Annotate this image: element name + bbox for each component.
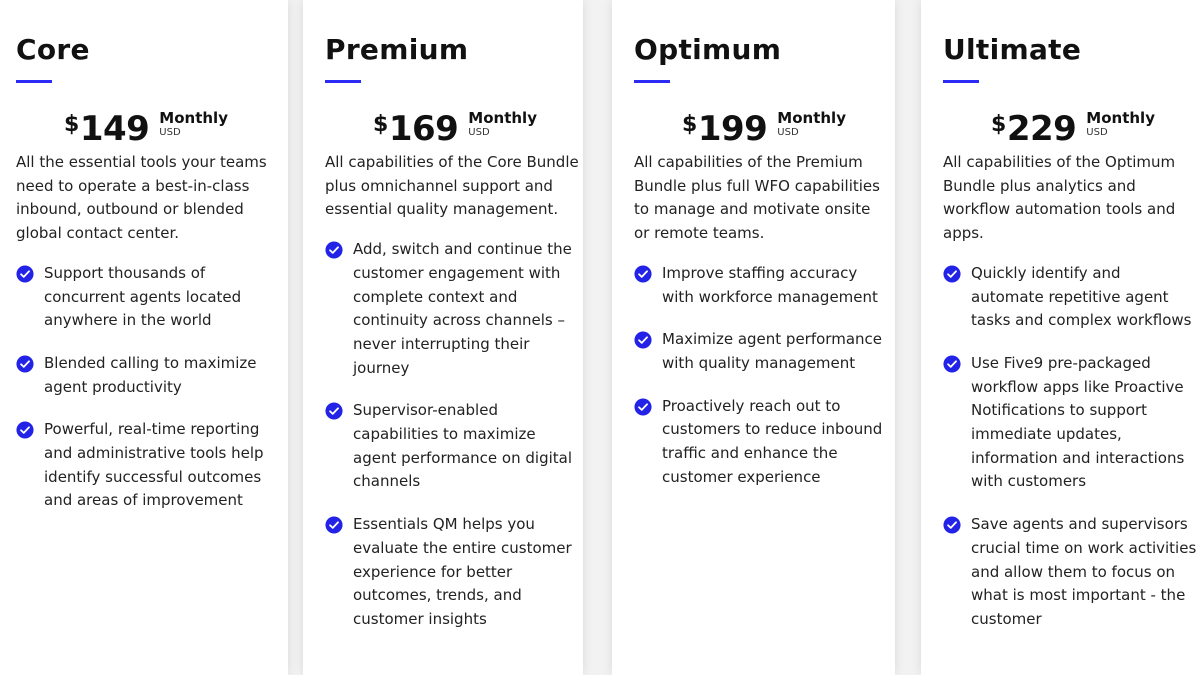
price-value: 199 xyxy=(697,109,768,149)
billing-info xyxy=(159,105,228,139)
plan-description: All the essential tools your teams need to operate a best-in-class inbound, outbound or blended global contact center. xyxy=(16,153,267,243)
feature-text: Proactively reach out to customers to reduce inbound traffic and enhance the customer experience xyxy=(662,396,883,486)
price-row xyxy=(943,105,1200,149)
plan-name: Premium xyxy=(325,33,469,66)
billing-period: Monthly xyxy=(468,109,537,127)
price-amount xyxy=(64,105,149,149)
billing-currency: USD xyxy=(468,127,490,138)
billing-period: Monthly xyxy=(777,109,846,127)
plan-accent-bar xyxy=(943,80,979,83)
plan-name: Ultimate xyxy=(943,33,1082,66)
feature-text: Blended calling to maximize agent productivity xyxy=(44,353,257,396)
plan-accent-bar xyxy=(325,80,361,83)
price-amount xyxy=(373,105,458,149)
feature-item xyxy=(634,262,895,309)
feature-text: Support thousands of concurrent agents located anywhere in the world xyxy=(44,263,242,330)
price-value: 169 xyxy=(388,109,459,149)
price-value: 149 xyxy=(79,109,150,149)
plan-description: All capabilities of the Optimum Bundle plus analytics and workflow automation tools and apps. xyxy=(943,153,1176,243)
feature-list xyxy=(943,262,1200,632)
feature-item xyxy=(325,513,583,632)
billing-info xyxy=(1086,105,1155,139)
plan-name: Core xyxy=(16,33,90,66)
plan-card-premium xyxy=(303,0,583,675)
plan-card-ultimate xyxy=(921,0,1200,675)
check-circle-icon xyxy=(943,265,961,283)
feature-text: Essentials QM helps you evaluate the entire customer experience for better outcomes, trends, and customer insights xyxy=(353,515,572,628)
check-circle-icon xyxy=(634,265,652,283)
currency-symbol: $ xyxy=(373,112,388,137)
feature-text: Supervisor-enabled capabilities to maximize agent performance on digital channels xyxy=(353,401,573,491)
feature-text: Quickly identify and automate repetitive agent tasks and complex workflows xyxy=(971,263,1192,330)
price-row xyxy=(634,105,894,149)
billing-info xyxy=(777,105,846,139)
feature-item xyxy=(943,352,1200,494)
price-amount xyxy=(682,105,767,149)
feature-list xyxy=(16,262,288,513)
plan-card-core xyxy=(0,0,288,675)
plan-description: All capabilities of the Premium Bundle plus full WFO capabilities to manage and motivate onsite or remote teams. xyxy=(634,153,880,243)
feature-text: Save agents and supervisors crucial time on work activities and allow them to focus on what is most important - the customer xyxy=(971,515,1197,628)
billing-currency: USD xyxy=(777,127,799,138)
billing-period: Monthly xyxy=(1086,109,1155,127)
price-amount xyxy=(991,105,1076,149)
feature-item xyxy=(16,418,288,513)
check-circle-icon xyxy=(634,398,652,416)
feature-item xyxy=(16,262,288,333)
feature-item xyxy=(943,262,1200,333)
plan-name: Optimum xyxy=(634,33,782,66)
feature-item xyxy=(943,513,1200,632)
currency-symbol: $ xyxy=(682,112,697,137)
feature-item xyxy=(634,328,895,375)
feature-text: Improve staffing accuracy with workforce management xyxy=(662,263,878,306)
feature-item xyxy=(325,238,583,380)
plan-card-optimum xyxy=(612,0,895,675)
check-circle-icon xyxy=(325,241,343,259)
check-circle-icon xyxy=(16,421,34,439)
feature-text: Powerful, real-time reporting and administrative tools help identify successful outcomes and areas of improvement xyxy=(44,420,264,510)
currency-symbol: $ xyxy=(991,112,1006,137)
check-circle-icon xyxy=(634,331,652,349)
feature-list xyxy=(634,262,895,490)
currency-symbol: $ xyxy=(64,112,79,137)
check-circle-icon xyxy=(16,265,34,283)
feature-item xyxy=(16,352,288,399)
price-row xyxy=(16,105,276,149)
feature-item xyxy=(634,395,895,490)
price-value: 229 xyxy=(1006,109,1077,149)
check-circle-icon xyxy=(943,355,961,373)
check-circle-icon xyxy=(16,355,34,373)
plan-description: All capabilities of the Core Bundle plus omnichannel support and essential quality management. xyxy=(325,153,579,219)
price-row xyxy=(325,105,585,149)
check-circle-icon xyxy=(943,516,961,534)
feature-text: Maximize agent performance with quality management xyxy=(662,330,882,372)
check-circle-icon xyxy=(325,402,343,420)
check-circle-icon xyxy=(325,516,343,534)
plan-accent-bar xyxy=(16,80,52,83)
feature-item xyxy=(325,399,583,494)
billing-period: Monthly xyxy=(159,109,228,127)
plan-accent-bar xyxy=(634,80,670,83)
billing-currency: USD xyxy=(1086,127,1108,138)
billing-currency: USD xyxy=(159,127,181,138)
feature-text: Use Five9 pre-packaged workflow apps like Proactive Notifications to support immediate updates, information and interactions with customers xyxy=(971,353,1185,491)
feature-list xyxy=(325,238,583,632)
billing-info xyxy=(468,105,537,139)
feature-text: Add, switch and continue the customer engagement with complete context and continuity across channels – never interrupting their journey xyxy=(353,240,572,377)
